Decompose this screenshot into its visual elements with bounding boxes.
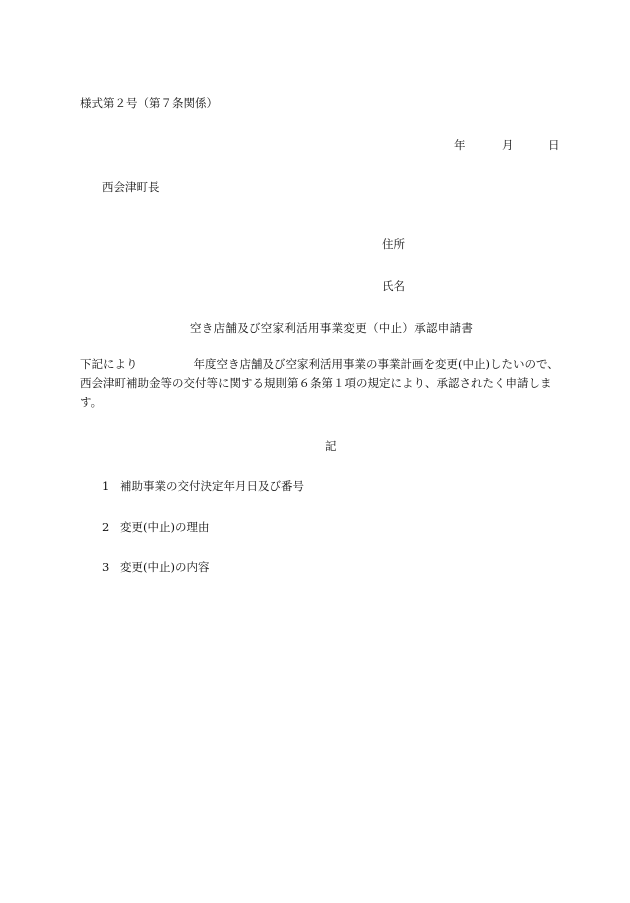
list-item <box>102 559 209 575</box>
applicant-address-label: 住所 <box>382 237 405 251</box>
form-number: 様式第２号（第７条関係） <box>80 96 218 110</box>
date-day-label: 日 <box>548 138 560 152</box>
item-number: 1 <box>102 479 110 493</box>
document-title: 空き店舗及び空家利活用事業変更（中止）承認申請書 <box>190 321 474 335</box>
date-month-label: 月 <box>502 138 514 152</box>
applicant-name-label: 氏名 <box>382 279 405 293</box>
body-line-1-after: 年度空き店舗及び空家利活用事業の事業計画を変更(中止)したいので、 <box>193 357 559 371</box>
item-number: 3 <box>102 560 110 574</box>
body-paragraph <box>80 355 559 412</box>
item-label: 補助事業の交付決定年月日及び番号 <box>120 479 304 493</box>
list-item <box>102 478 304 494</box>
item-label: 変更(中止)の内容 <box>120 560 210 574</box>
date-line <box>0 137 630 153</box>
body-line-1 <box>80 355 559 374</box>
item-number: 2 <box>102 520 110 534</box>
item-label: 変更(中止)の理由 <box>120 520 210 534</box>
list-item <box>102 519 209 535</box>
ki-heading: 記 <box>325 439 337 453</box>
body-line-3: す。 <box>80 395 103 409</box>
body-line-1-before: 下記により <box>80 357 138 371</box>
date-year-label: 年 <box>454 138 466 152</box>
body-line-2: 西会津町補助金等の交付等に関する規則第６条第１項の規定により、承認されたく申請しま <box>80 376 552 390</box>
addressee: 西会津町長 <box>102 180 160 194</box>
